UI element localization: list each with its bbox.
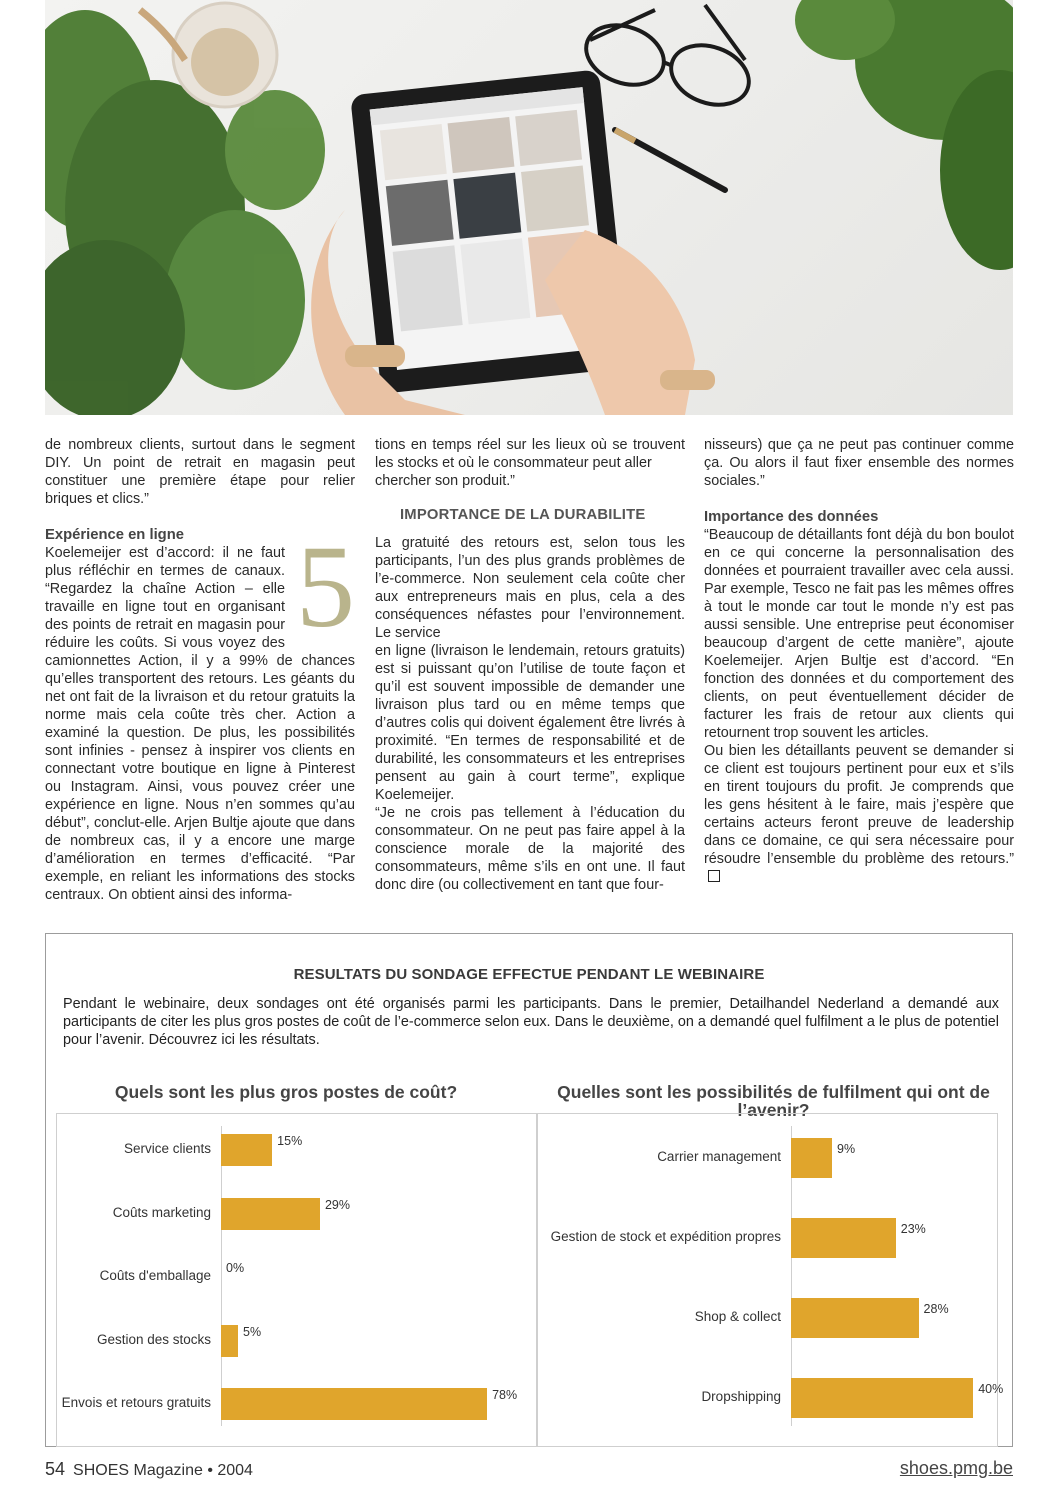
drop-cap-number: 5 — [296, 521, 355, 652]
bar-value-label: 23% — [900, 1222, 926, 1236]
bar — [791, 1138, 832, 1178]
bar-category-label: Gestion des stocks — [96, 1331, 211, 1347]
paragraph: en ligne (livraison le lendemain, retours gratuits) est si puissant qu’on l’utilise de toute façon et qu’il est souvent impossible de demander une livraison plus tard ou en même temps que d’autres colis qui doivent également être livrés à proximité. “En termes de responsabilité et de durabilité, les consommateurs et les entreprises pensent au gain à court terme”, explique Koelemeijer. — [375, 643, 685, 803]
bar — [791, 1218, 896, 1258]
bar-value-label: 40% — [978, 1382, 1004, 1396]
bar-category-label: Coûts marketing — [112, 1204, 211, 1220]
paragraph: tions en temps réel sur les lieux où se trouvent les stocks et où le consommateur peut aller — [375, 437, 685, 471]
bar-value-label: 15% — [277, 1134, 303, 1148]
paragraph: La gratuité des retours est, selon tous les participants, l’un des plus grands problèmes de l’e-commerce. Non seulement cela coûte cher aux entrepreneurs mais en plus, cela a des conséquences néfastes pour l’environnement. Le service — [375, 535, 685, 641]
chart-1-title: Quels sont les plus gros postes de coût? — [114, 1082, 458, 1102]
bar-value-label: 5% — [243, 1324, 262, 1339]
survey-intro: Pendant le webinaire, deux sondages ont été organisés parmi les participants. Dans le premier, Detailhandel Nederland a demandé aux participants de citer les plus gros postes de coût de l’e-commerce selon eux. Dans le deuxième, on a demandé quel fulfilment a le plus de potentiel pour l’avenir. Découvrez ici les résultats. — [63, 996, 999, 1048]
paragraph: “Je ne crois pas tellement à l’éducation du consommateur. On ne peut pas faire appel à la conscience morale de la majorité des consommateurs, même s’ils en ont une. Il faut donc dire (ou collectivement en tant que four- — [375, 805, 685, 893]
chart-1-axis — [221, 1126, 222, 1426]
tablet-desk-illustration — [45, 0, 1013, 415]
subheading-durabilite: IMPORTANCE DE LA DURABILITE — [400, 507, 646, 523]
hero-photo — [45, 0, 1013, 415]
article-column-2 — [375, 436, 685, 894]
bar-category-label: Dropshipping — [701, 1389, 781, 1404]
bar — [791, 1298, 919, 1338]
chart-2-title: Quelles sont les possibilités de fulfilment qui ont de l’avenir? — [557, 1082, 990, 1120]
bar-category-label: Service clients — [123, 1141, 211, 1156]
paragraph — [45, 521, 355, 904]
bar — [221, 1388, 487, 1420]
bar-value-label: 28% — [923, 1302, 949, 1316]
bar-value-label: 0% — [226, 1261, 245, 1275]
paragraph: “Beaucoup de détaillants font déjà du bon boulot en ce qui concerne la personnalisation des données et pourraient travailler avec cela aussi. Par exemple, Tesco ne fait pas les mêmes offres à tout le monde car tout le monde n’y est pas aussi sensible. Une entreprise peut économiser beaucoup d’argent de cette manière”, ajoute Koelemeijer. Arjen Bultje est d’accord. “En fonction des données et du comportement des clients, on peut éventuellement décider de facturer les frais de retour aux clients qui retournent trop souvent les articles. — [704, 527, 1014, 741]
page-number: 54 — [45, 1459, 66, 1479]
paragraph-continued: chercher son produit.” — [375, 473, 515, 489]
paragraph: de nombreux clients, surtout dans le segment DIY. Un point de retrait en magasin peut constituer une première étape pour relier briques et clics.” — [45, 437, 355, 507]
bar — [221, 1134, 272, 1166]
subheading-donnees: Importance des données — [704, 509, 879, 525]
paragraph-text: Ou bien les détaillants peuvent se demander si ce client est toujours pertinent pour eux et s’ils en tirent toujours du profit. Je comprends que les gens hésitent à le faire, mais j’espère que certains acteurs feront preuve de leadership dans ce domaine, ce qui sera nécessaire pour résoudre l’ensemble du problème des retours.” — [704, 743, 1014, 867]
drop-cap-box — [289, 521, 355, 652]
publication-name: SHOES Magazine • 2004 — [73, 1462, 253, 1479]
survey-box — [45, 933, 1013, 1447]
article-column-3 — [704, 436, 1014, 886]
footer-publication — [45, 1459, 253, 1480]
end-of-article-icon — [708, 870, 720, 882]
bar — [221, 1325, 238, 1357]
bar-value-label: 9% — [837, 1142, 856, 1156]
bar — [221, 1198, 320, 1230]
bar-value-label: 78% — [492, 1388, 518, 1402]
bar-category-label: Coûts d'emballage — [99, 1268, 211, 1283]
subheading-experience-en-ligne: Expérience en ligne — [45, 527, 184, 543]
survey-title: RESULTATS DU SONDAGE EFFECTUE PENDANT LE WEBINAIRE — [293, 966, 765, 983]
paragraph-text: Koelemeijer est d’accord: il ne faut plus réfléchir en termes de canaux. “Regardez la chaîne Action – elle travaille en ligne tout en organisant des points de retrait en magasin pour réduire les coûts. Si vous voyez des camionnettes Action, il y a 99% de chances qu’elles transportent des retours. Les géants du net ont fait de la livraison et du retour gratuits la norme mais cela coûte très cher. Action a examiné la question. De plus, les possibilités sont infinies - pensez à inspirer vos clients en connectant votre boutique en ligne à Pinterest ou Instagram. Ainsi, vous pouvez créer une expérience en ligne. Nous n’en sommes qu’au début”, conclut-elle. Arjen Bultje ajoute que dans de nombreux cas, il y a encore une marge d’amélioration en termes d’efficacité. “Par exemple, en reliant les informations des stocks centraux. On obtient ainsi des informa- — [45, 545, 355, 903]
bar-category-label: Gestion de stock et expédition propres — [550, 1229, 781, 1244]
footer-website-link[interactable]: shoes.pmg.be — [899, 1458, 1013, 1478]
bar-value-label: 29% — [324, 1197, 350, 1212]
paragraph — [704, 742, 1014, 886]
bar — [791, 1378, 973, 1418]
bar-category-label: Carrier management — [657, 1149, 781, 1164]
bar-category-label: Envois et retours gratuits — [61, 1395, 211, 1410]
bar-category-label: Shop & collect — [694, 1309, 781, 1324]
article-column-1 — [45, 436, 355, 904]
paragraph: nisseurs) que ça ne peut pas continuer comme ça. Ou alors il faut fixer ensemble des normes sociales.” — [704, 437, 1014, 489]
